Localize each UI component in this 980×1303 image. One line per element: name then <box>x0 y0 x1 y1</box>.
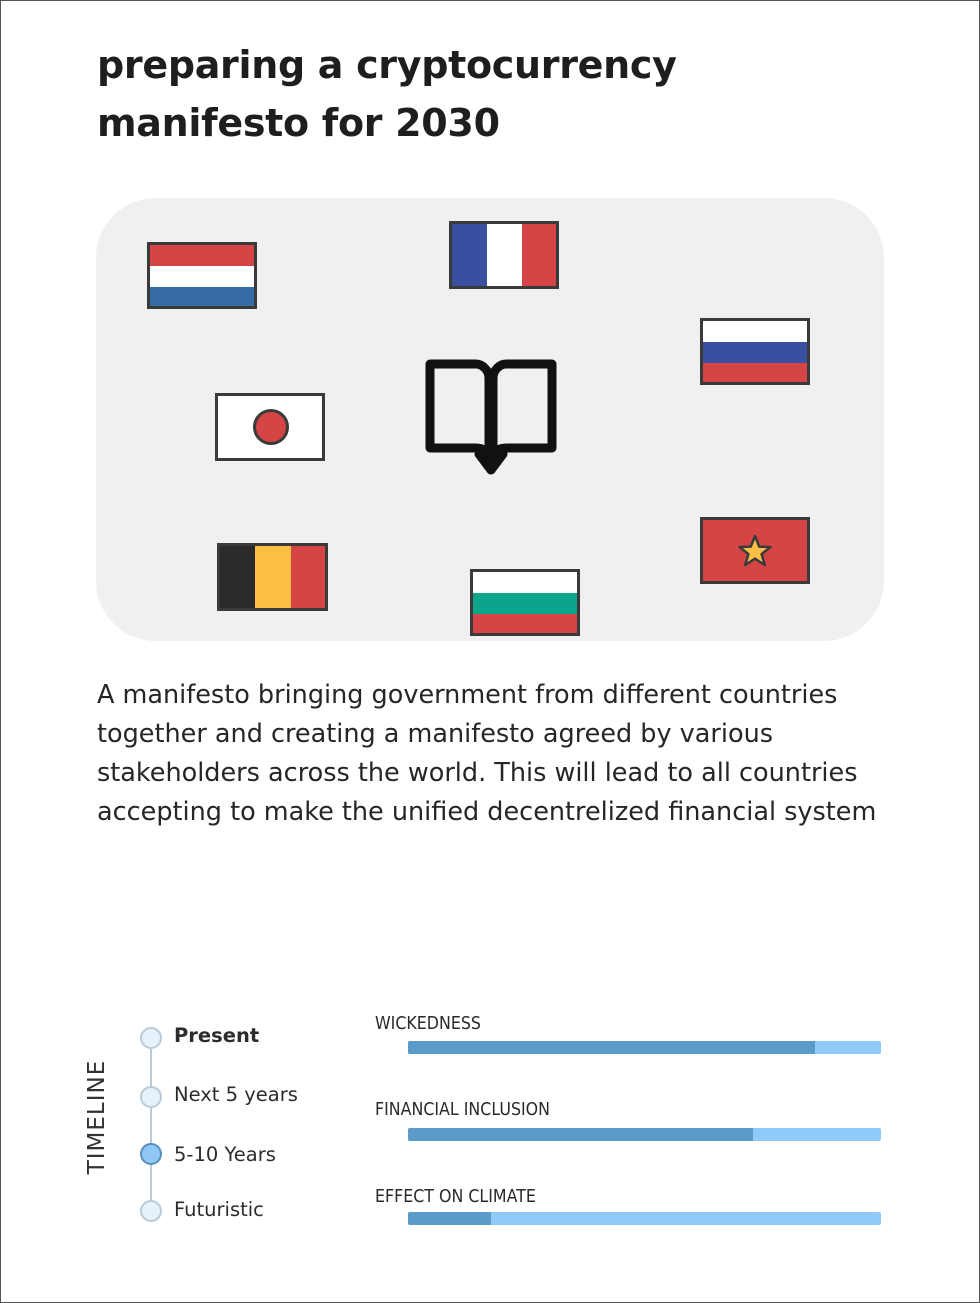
manifesto-description: A manifesto bringing government from different countries together and creating a manifesto agreed by various stakeholders across the world. This will lead to all countries accepting to make the unified decentrelized financial system <box>97 680 877 827</box>
japan-flag <box>215 393 325 461</box>
timeline-item-next-5-years[interactable]: Next 5 years <box>174 1083 298 1106</box>
metric-label-wickedness: WICKEDNESS <box>375 1013 481 1034</box>
metric-bar-wickedness <box>408 1041 881 1054</box>
metric-bar-fill <box>408 1041 815 1054</box>
open-book-icon <box>424 358 558 480</box>
timeline-item-futuristic[interactable]: Futuristic <box>174 1198 264 1221</box>
metric-bar-effect-on-climate <box>408 1212 881 1225</box>
timeline-label: TIMELINE <box>84 1059 110 1175</box>
timeline-dot-present[interactable] <box>140 1027 162 1049</box>
belgium-flag <box>217 543 328 611</box>
timeline-dot-5-10-years[interactable] <box>140 1143 162 1165</box>
timeline-item-5-10-years[interactable]: 5-10 Years <box>174 1143 276 1166</box>
timeline-track <box>150 1038 152 1212</box>
japan-sun-circle <box>253 409 289 445</box>
metric-bar-fill <box>408 1128 753 1141</box>
timeline-item-present[interactable]: Present <box>174 1024 260 1047</box>
metric-bar-financial-inclusion <box>408 1128 881 1141</box>
russia-flag <box>700 318 810 385</box>
metric-label-effect-on-climate: EFFECT ON CLIMATE <box>375 1186 536 1207</box>
netherlands-flag <box>147 242 257 309</box>
metric-bar-fill <box>408 1212 491 1225</box>
page-title: preparing a cryptocurrency manifesto for 2030 <box>97 43 677 145</box>
metric-label-financial-inclusion: FINANCIAL INCLUSION <box>375 1099 551 1120</box>
timeline-dot-futuristic[interactable] <box>140 1200 162 1222</box>
vietnam-flag <box>700 517 810 584</box>
bulgaria-flag <box>470 569 580 636</box>
timeline-dot-next-5-years[interactable] <box>140 1086 162 1108</box>
france-flag <box>449 221 559 289</box>
star-icon <box>738 534 772 568</box>
